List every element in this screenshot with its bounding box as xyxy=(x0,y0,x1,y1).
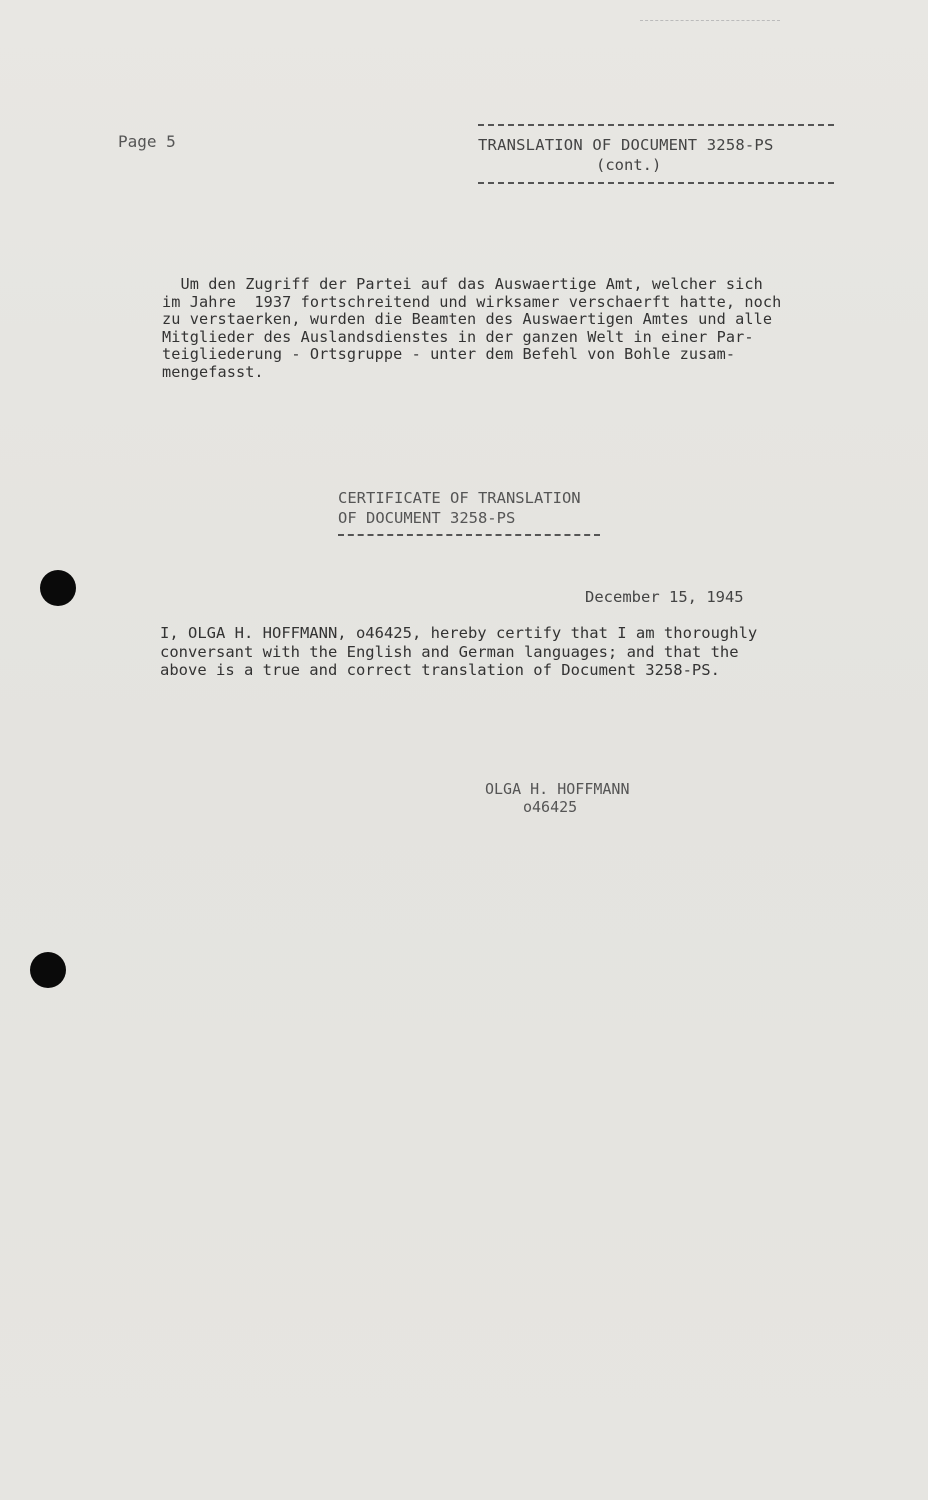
page-number: Page 5 xyxy=(118,132,176,151)
document-header xyxy=(478,124,834,184)
header-bottom-rule xyxy=(478,182,834,184)
paragraph-line: zu verstaerken, wurden die Beamten des Auswaertigen Amtes und alle xyxy=(162,310,773,328)
signature-id: o46425 xyxy=(523,798,578,816)
statement-line: I, OLGA H. HOFFMANN, o46425, hereby certify that I am thoroughly xyxy=(160,624,758,642)
document-title: TRANSLATION OF DOCUMENT 3258-PS xyxy=(478,136,774,154)
certificate-document-ref: OF DOCUMENT 3258-PS xyxy=(338,509,516,527)
header-top-rule xyxy=(478,124,834,126)
statement-line: conversant with the English and German languages; and that the xyxy=(160,642,739,661)
paragraph-line: Mitglieder des Auslandsdienstes in der ganzen Welt in einer Par- xyxy=(162,327,754,346)
signature-name: OLGA H. HOFFMANN xyxy=(485,780,630,798)
document-continuation: (cont.) xyxy=(596,156,662,174)
certificate-date: December 15, 1945 xyxy=(585,588,744,606)
punch-hole-top xyxy=(40,570,76,606)
certificate-title: CERTIFICATE OF TRANSLATION xyxy=(338,489,581,507)
certificate-heading xyxy=(338,488,618,536)
statement-line: above is a true and correct translation of Document 3258-PS. xyxy=(160,661,720,679)
certificate-rule xyxy=(338,534,600,536)
paragraph-line: mengefasst. xyxy=(162,362,264,381)
punch-hole-bottom xyxy=(30,952,66,988)
certification-statement xyxy=(160,624,800,680)
paragraph-line: im Jahre 1937 fortschreitend und wirksamer verschaerft hatte, noch xyxy=(162,292,782,311)
paragraph-line: teigliederung - Ortsgruppe - unter dem Befehl von Bohle zusam- xyxy=(162,345,736,363)
paragraph-line: Um den Zugriff der Partei auf das Auswaertige Amt, welcher sich xyxy=(162,275,763,293)
top-margin-marks xyxy=(640,20,780,21)
signature-block xyxy=(485,780,685,816)
german-paragraph xyxy=(162,276,822,381)
